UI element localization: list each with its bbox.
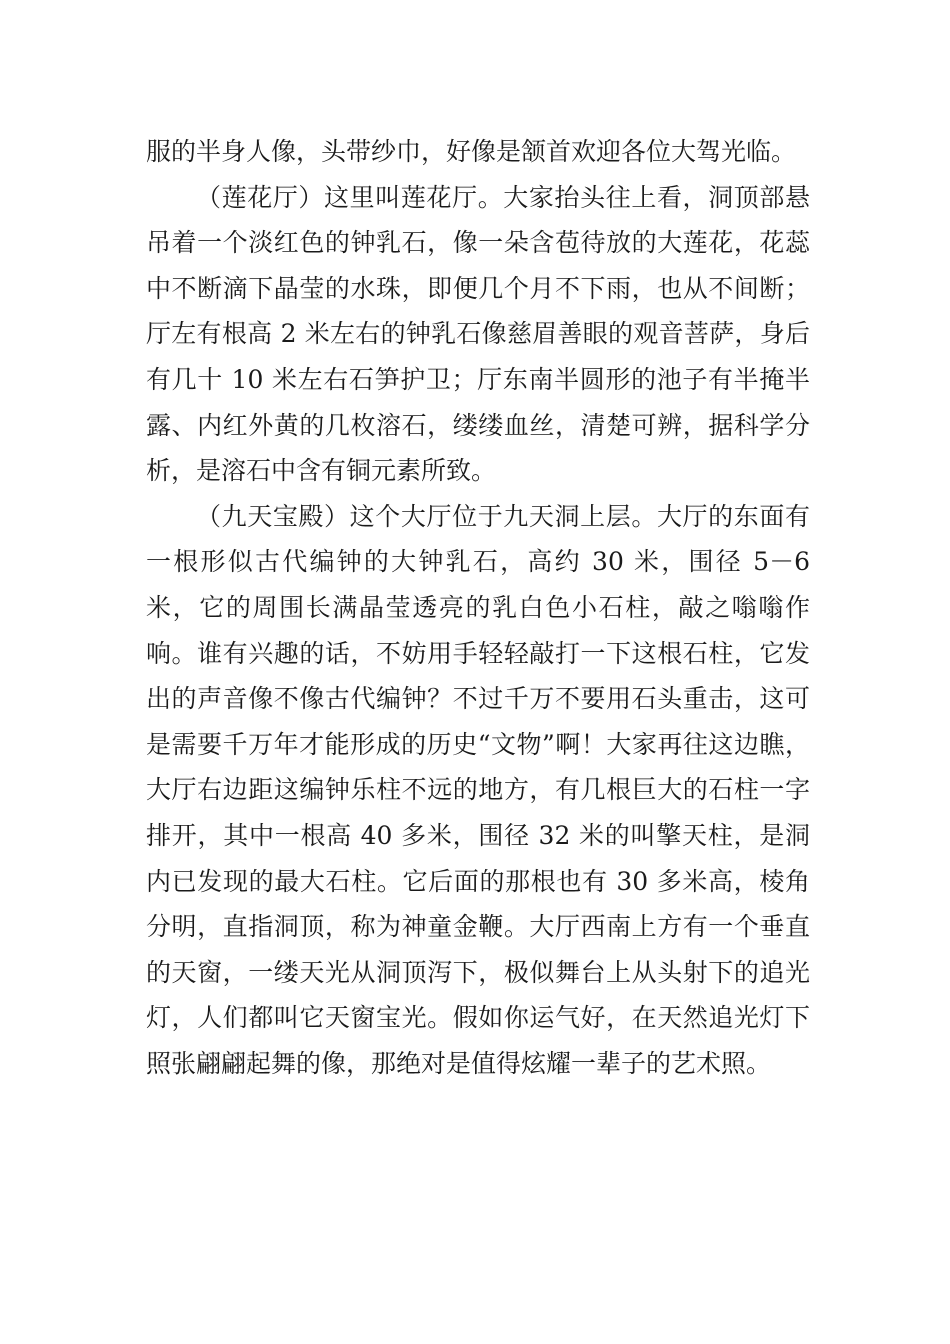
paragraph-continuation: 服的半身人像，头带纱巾，好像是颔首欢迎各位大驾光临。 — [146, 137, 797, 166]
paragraph-lotus-hall: （莲花厅）这里叫莲花厅。大家抬头往上看，洞顶部悬吊着一个淡红色的钟乳石，像一朵含苞待放的大莲花，花蕊中不断滴下晶莹的水珠，即便几个月不下雨，也从不间断；厅左有根高 2 米左右的钟乳石像慈眉善眼的观音菩萨，身后有几十 10 米左右石笋护卫；厅东南半圆形的池子有半掩半露、内红外黄的几枚溶石，缕缕血丝，清楚可辨，据科学分析，是溶石中含有铜元素所致。 — [146, 182, 810, 486]
paragraph-jiutian-palace: （九天宝殿）这个大厅位于九天洞上层。大厅的东面有一根形似古代编钟的大钟乳石，高约 30 米，围径 5－6 米，它的周围长满晶莹透亮的乳白色小石柱，敲之嗡嗡作响。谁有兴趣的话，不妨用手轻轻敲打一下这根石柱，它发出的声音像不像古代编钟？不过千万不要用石头重击，这可是需要千万年才能形成的历史“文物”啊！大家再往这边瞧，大厅右边距这编钟乐柱不远的地方，有几根巨大的石柱一字排开，其中一根高 40 多米，围径 32 米的叫擎天柱，是洞内已发现的最大石柱。它后面的那根也有 30 多米高，棱角分明，直指洞顶，称为神童金鞭。大厅西南上方有一个垂直的天窗，一缕天光从洞顶泻下，极似舞台上从头射下的追光灯，人们都叫它天窗宝光。假如你运气好，在天然追光灯下照张翩翩起舞的像，那绝对是值得炫耀一辈子的艺术照。 — [146, 501, 810, 1078]
document-page — [146, 129, 810, 1086]
